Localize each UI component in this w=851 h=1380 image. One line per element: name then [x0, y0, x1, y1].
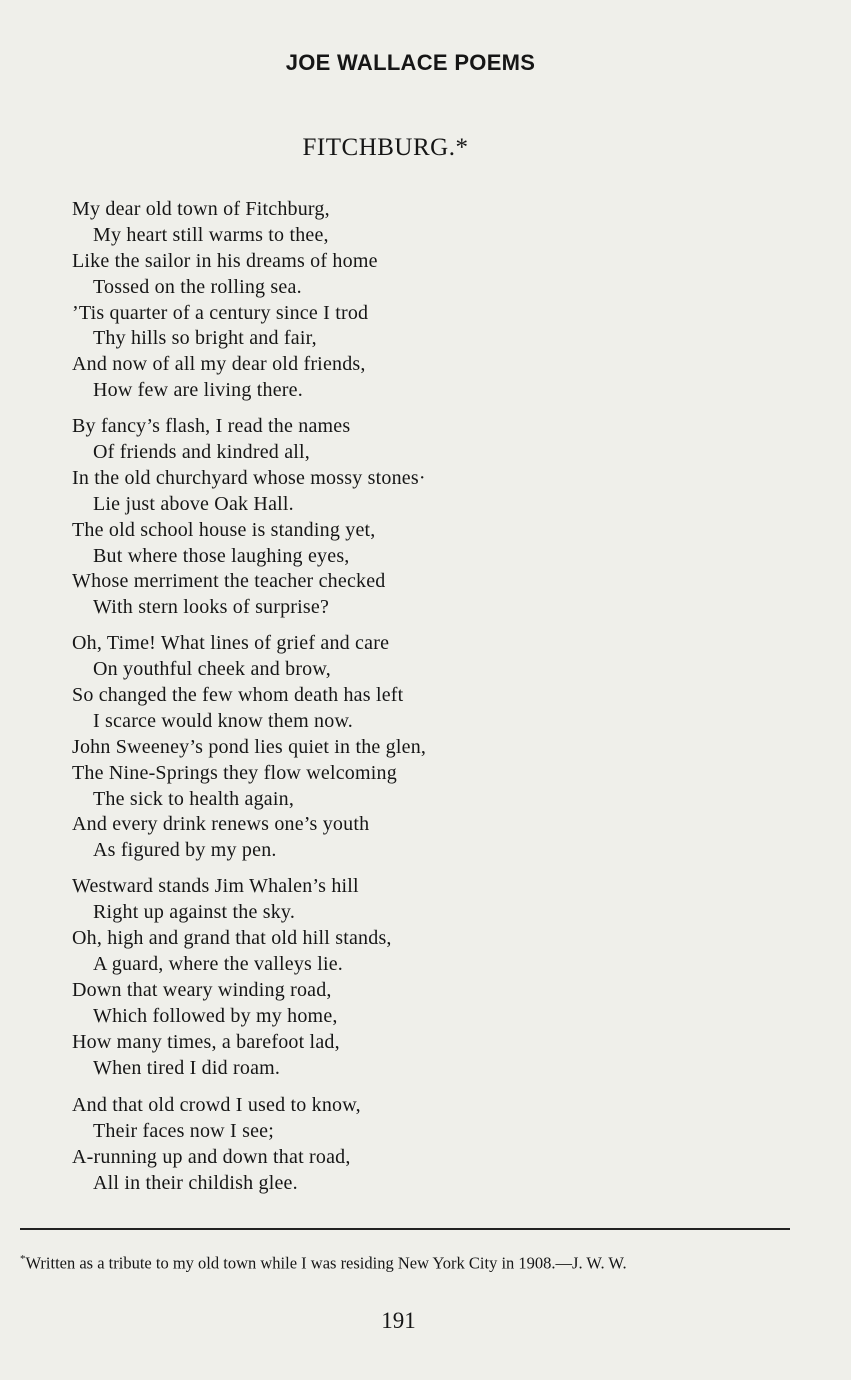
poem-line: And now of all my dear old friends,	[72, 353, 366, 376]
poem-line: My dear old town of Fitchburg,	[72, 198, 330, 220]
poem-line: The old school house is standing yet,	[72, 518, 376, 541]
poem-line: Oh, Time! What lines of grief and care	[72, 632, 390, 655]
poem-line: Down that weary winding road,	[72, 978, 332, 1001]
poem-line: In the old churchyard whose mossy stones·	[72, 466, 426, 489]
poem-line: Thy hills so bright and fair,	[93, 327, 317, 350]
poem-line: All in their childish glee.	[93, 1172, 298, 1195]
poem-line: But where those laughing eyes,	[93, 544, 350, 567]
stanza	[72, 414, 812, 621]
poem-line: Tossed on the rolling sea.	[93, 275, 302, 298]
poem-line: And every drink renews one’s youth	[72, 813, 370, 836]
footnote	[20, 1249, 810, 1274]
poem-line: The sick to health again,	[93, 787, 295, 810]
poem-line: Whose merriment the teacher checked	[72, 570, 386, 593]
poem-line: The Nine-Springs they flow welcoming	[72, 761, 397, 784]
poem-line: I scarce would know them now.	[93, 709, 353, 732]
stanza-gap	[72, 621, 812, 631]
poem-line: How many times, a barefoot lad,	[72, 1030, 340, 1053]
stanza	[72, 874, 812, 1081]
poem-line: Oh, high and grand that old hill stands,	[72, 927, 392, 950]
poem-line: John Sweeney’s pond lies quiet in the glen,	[72, 735, 427, 758]
stanza	[72, 197, 812, 404]
poem-line: ’Tis quarter of a century since I trod	[72, 301, 369, 324]
poem-line: A guard, where the valleys lie.	[93, 952, 344, 975]
stanza-gap	[72, 864, 812, 874]
poem-line: How few are living there.	[93, 379, 303, 402]
footnote-text: Written as a tribute to my old town while I was residing New York City in 1908.—J. W. W.	[25, 1253, 627, 1273]
poem-line: Westward stands Jim Whalen’s hill	[72, 875, 359, 898]
poem-line: When tired I did roam.	[93, 1056, 281, 1079]
poem-line: By fancy’s flash, I read the names	[72, 415, 351, 438]
poem-line: Right up against the sky.	[93, 901, 296, 924]
poem-line: Like the sailor in his dreams of home	[72, 249, 378, 272]
running-header: JOE WALLACE POEMS	[285, 50, 536, 75]
poem-line: On youthful cheek and brow,	[93, 658, 331, 681]
poem-line: Of friends and kindred all,	[93, 441, 311, 464]
stanza	[72, 631, 812, 864]
poem-line: Their faces now I see;	[93, 1120, 274, 1143]
poem-line: So changed the few whom death has left	[72, 684, 404, 707]
poem-body	[72, 197, 812, 1197]
poem-line: With stern looks of surprise?	[93, 596, 330, 619]
poem-line: And that old crowd I used to know,	[72, 1094, 361, 1117]
poem-line: As figured by my pen.	[93, 839, 277, 862]
stanza-gap	[72, 1081, 812, 1093]
poem-line: Which followed by my home,	[93, 1004, 338, 1027]
poem-line: A-running up and down that road,	[72, 1146, 351, 1169]
footnote-divider	[20, 1228, 790, 1230]
page-number: 191	[381, 1308, 416, 1333]
stanza	[72, 1093, 812, 1197]
poem-line: Lie just above Oak Hall.	[93, 492, 294, 515]
stanza-gap	[72, 404, 812, 414]
poem-line: My heart still warms to thee,	[93, 223, 329, 246]
footnote-marker: *	[20, 1253, 26, 1265]
poem-title: FITCHBURG.*	[302, 134, 469, 161]
